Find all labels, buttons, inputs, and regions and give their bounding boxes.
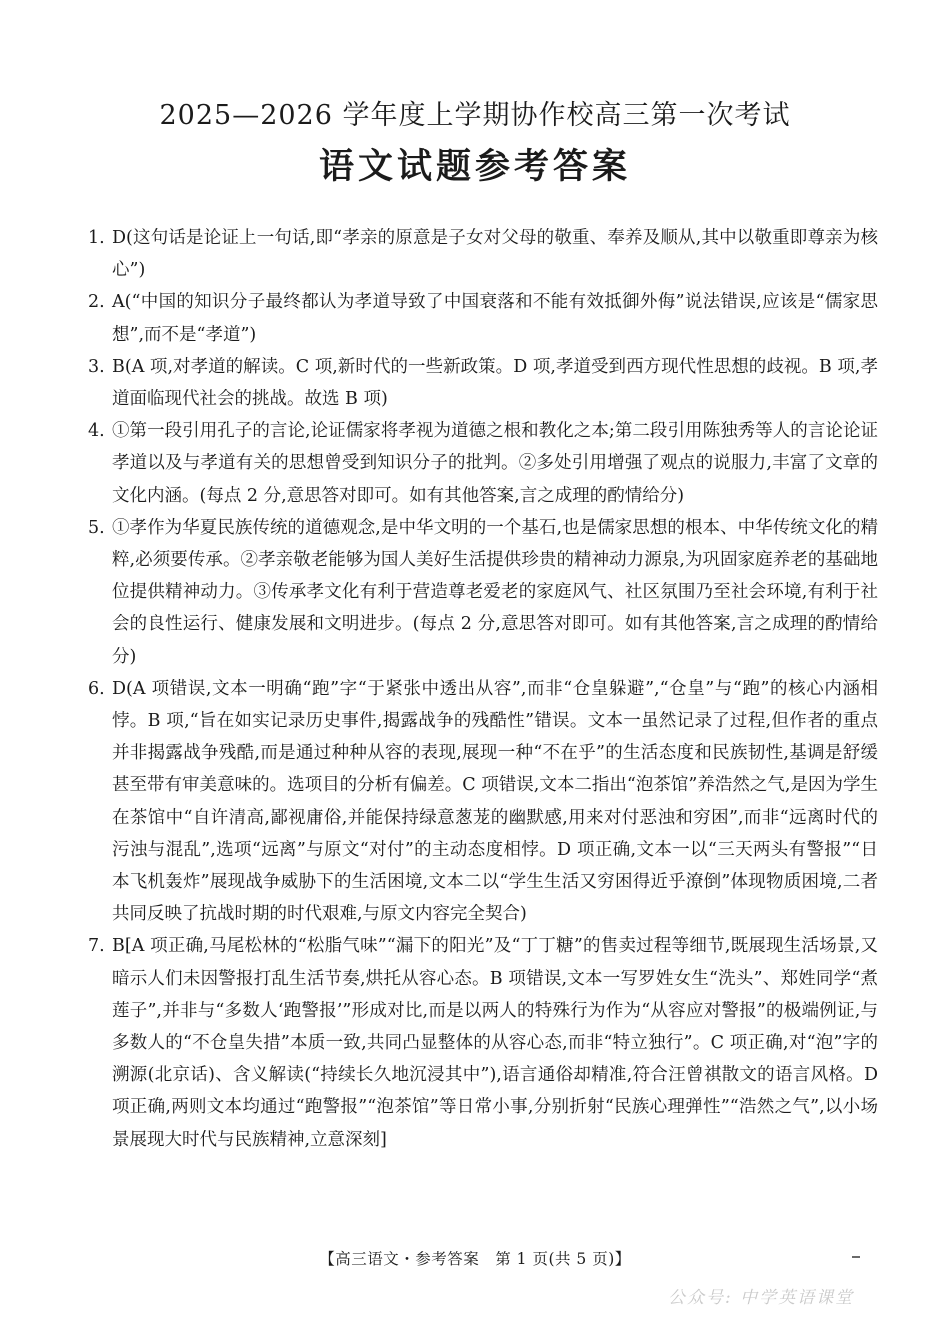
answer-number: 1. bbox=[88, 228, 105, 248]
answer-item-7 bbox=[88, 930, 878, 1155]
page-footer: 【高三语文・参考答案 第 1 页(共 5 页)】 bbox=[319, 1250, 631, 1268]
answer-number: 2. bbox=[88, 292, 105, 313]
answer-text: B(A 项,对孝道的解读。C 项,新时代的一些新政策。D 项,孝道受到西方现代性思想的歧视。B 项,孝道面临现代社会的挑战。故选 B 项) bbox=[112, 356, 878, 410]
exam-title: 2025—2026 学年度上学期协作校高三第一次考试 bbox=[159, 100, 791, 131]
answer-text: D(这句话是论证上一句话,即“孝亲的原意是子女对父母的敬重、奉养及顺从,其中以敬重即尊亲为核心”) bbox=[112, 228, 878, 281]
page-header bbox=[0, 96, 950, 192]
document-title: 语文试题参考答案 bbox=[318, 146, 631, 187]
answer-item-2 bbox=[88, 286, 878, 350]
answer-text: ①孝作为华夏民族传统的道德观念,是中华文明的一个基石,也是儒家思想的根本、中华传统文化的精粹,必须要传承。②孝亲敬老能够为国人美好生活提供珍贵的精神动力源泉,为巩固家庭养老的基础地位提供精神动力。③传承孝文化有利于营造尊老爱老的家庭风气、社区氛围乃至社会环境,有利于社会的良性运行、健康发展和文明进步。(每点 2 分,意思答对即可。如有其他答案,言之成理的酌情给分) bbox=[112, 517, 878, 667]
answer-item-4 bbox=[88, 415, 878, 512]
answer-number: 6. bbox=[88, 678, 105, 699]
answer-item-1 bbox=[88, 222, 878, 286]
answer-text: B[A 项正确,马尾松林的“松脂气味”“漏下的阳光”及“丁丁糖”的售卖过程等细节,既展现生活场景,又暗示人们未因警报打乱生活节奏,烘托从容心态。B 项错误,文本一写罗姓女生“洗头”、郑姓同学“煮莲子”,并非与“多数人‘跑警报’”形成对比,而是以两人的特殊行为作为“从容应对警报”的极端例证,与多数人的“不仓皇失措”本质一致,共同凸显整体的从容心态,而非“特立独行”。C 项正确,对“泡”字的溯源(北京话)、含义解读(“持续长久地沉浸其中”),语言通俗却精准,符合汪曾祺散文的语言风格。D 项正确,两则文本均通过“跑警报”“泡茶馆”等日常小事,分别折射“民族心理弹性”“浩然之气”,以小场景展现大时代与民族精神,立意深刻] bbox=[112, 936, 878, 1150]
answer-number: 3. bbox=[88, 356, 105, 377]
answer-text: ①第一段引用孔子的言论,论证儒家将孝视为道德之根和教化之本;第二段引用陈独秀等人的言论论证孝道以及与孝道有关的思想曾受到知识分子的批判。②多处引用增强了观点的说服力,丰富了文章的文化内涵。(每点 2 分,意思答对即可。如有其他答案,言之成理的酌情给分) bbox=[112, 421, 878, 506]
answer-number: 4. bbox=[88, 421, 105, 442]
answer-list bbox=[88, 222, 878, 1156]
answer-item-5 bbox=[88, 512, 878, 673]
answer-number: 7. bbox=[88, 936, 105, 957]
answer-text: D(A 项错误,文本一明确“跑”字“于紧张中透出从容”,而非“仓皇躲避”,“仓皇”与“跑”的核心内涵相悖。B 项,“旨在如实记录历史事件,揭露战争的残酷性”错误。文本一虽然记录了过程,但作者的重点并非揭露战争残酷,而是通过种种从容的表现,展现一种“不在乎”的生活态度和民族韧性,基调是舒缓甚至带有审美意味的。选项目的分析有偏差。C 项错误,文本二指出“泡茶馆”养浩然之气,是因为学生在茶馆中“自许清高,鄙视庸俗,并能保持绿意葱茏的幽默感,用来对付恶浊和穷困”,而非“远离时代的污浊与混乱”,选项“远离”与原文“对付”的主动态度相悖。D 项正确,文本一以“三天两头有警报”“日本飞机轰炸”展现战争威胁下的生活困境,文本二以“学生生活又穷困得近乎潦倒”体现物质困境,二者共同反映了抗战时期的时代艰难,与原文内容完全契合) bbox=[112, 678, 879, 925]
answer-text: A(“中国的知识分子最终都认为孝道导致了中国衰落和不能有效抵御外侮”说法错误,应该是“儒家思想”,而不是“孝道”) bbox=[112, 292, 878, 345]
answer-item-3 bbox=[88, 351, 878, 415]
corner-mark bbox=[852, 1256, 860, 1258]
watermark: 公众号: 中学英语课堂 bbox=[668, 1288, 855, 1308]
answer-item-6 bbox=[88, 673, 878, 931]
answer-number: 5. bbox=[88, 517, 105, 538]
